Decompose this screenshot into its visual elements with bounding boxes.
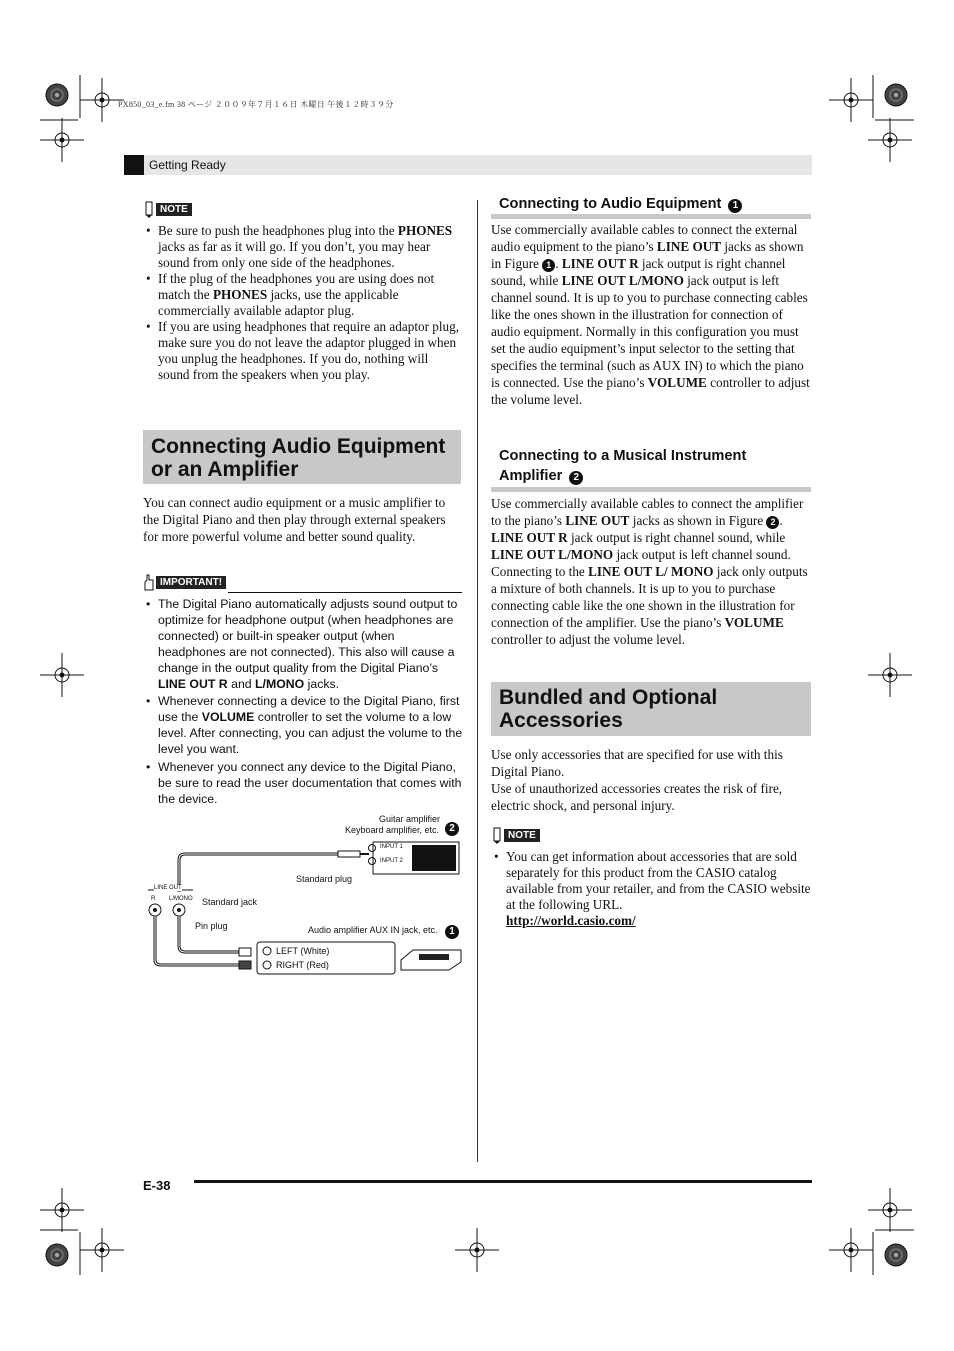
list-item: • Whenever you connect any device to the Digital Piano, be sure to read the user documentation that comes with the device. xyxy=(143,760,463,808)
casio-url-link[interactable]: http://world.casio.com/ xyxy=(506,913,636,928)
list-item: • If you are using headphones that require an adaptor plug, make sure you do not leave the adaptor plugged in when you unplug the headphones. If you do, nothing will sound from the speakers when you play. xyxy=(143,319,463,383)
heading-rule xyxy=(491,214,811,219)
intro-paragraph: You can connect audio equipment or a music amplifier to the Digital Piano and then play through external speakers for more powerful volume and better sound quality. xyxy=(143,495,446,544)
input2-label: INPUT 2 xyxy=(380,858,403,864)
note-list xyxy=(143,223,463,383)
list-item: • Whenever connecting a device to the Digital Piano, first use the VOLUME controller to set the volume to a low level. After connecting, you can adjust the volume to the level you want. xyxy=(143,694,463,758)
heading-number-2: 2 xyxy=(569,471,583,485)
pin-plug-label: Pin plug xyxy=(195,921,228,931)
connection-diagram: Guitar amplifier Keyboard amplifier, etc. 2 INPUT 1 INPUT 2 Standard plug LINE OUT R L/MONO Standard jack Pin plug Audio amplifier AUX IN jack, etc. 1 LEFT (White) RIGHT (Red) xyxy=(143,812,463,982)
r-label: R xyxy=(151,896,156,902)
right-red-label: RIGHT (Red) xyxy=(276,960,329,970)
section-heading-audio: Connecting Audio Equipment or an Amplifier xyxy=(143,430,461,484)
note-badge xyxy=(143,201,192,218)
left-white-label: LEFT (White) xyxy=(276,946,330,956)
standard-plug-label: Standard plug xyxy=(296,874,353,884)
header-block xyxy=(124,155,144,175)
heading-connecting-amplifier: Connecting to a Musical Instrument Amplifier 2 xyxy=(499,448,747,484)
note-label: NOTE xyxy=(156,203,192,216)
list-item: • You can get information about accessories that are sold separately for this product from the CASIO catalog available from your retailer, and from the CASIO website at the following URL. http://world.casio.com/ xyxy=(491,849,811,929)
figure-number-1: 1 xyxy=(445,925,459,939)
file-header: PX850_03_e.fm 38 ページ ２００９年７月１６日 木曜日 午後１２時３９分 xyxy=(118,100,394,109)
note-badge xyxy=(491,827,540,844)
hand-warning-icon xyxy=(143,574,155,591)
standard-jack-label: Standard jack xyxy=(202,897,258,907)
column-divider xyxy=(477,200,478,1162)
important-list xyxy=(143,597,463,808)
input1-label: INPUT 1 xyxy=(380,844,403,850)
accessories-paragraph: Use only accessories that are specified for use with this Digital Piano. Use of unauthorized accessories creates the risk of fire, electric shock, and personal injury. xyxy=(491,747,783,813)
important-label: IMPORTANT! xyxy=(156,576,226,589)
footer-rule xyxy=(194,1180,812,1183)
list-item: • The Digital Piano automatically adjusts sound output to optimize for headphone output (when headphones are connected) or built-in speaker output (when headphones are not connected). This also will cause a change in the output quality from the Digital Piano’s LINE OUT R and L/MONO jacks. xyxy=(143,597,463,692)
audio-amp-label: Audio amplifier AUX IN jack, etc. xyxy=(308,925,438,935)
list-item: • If the plug of the headphones you are using does not match the PHONES jacks, use the applicable commercially available adaptor plug. xyxy=(143,271,463,319)
heading-connecting-audio: Connecting to Audio Equipment 1 xyxy=(499,194,742,214)
note-label: NOTE xyxy=(504,829,540,842)
pencil-note-icon xyxy=(491,827,503,844)
guitar-amp-label: Guitar amplifier xyxy=(379,814,441,824)
running-header xyxy=(124,155,812,175)
inline-number-1: 1 xyxy=(542,259,555,272)
pencil-note-icon xyxy=(143,201,155,218)
running-header-title: Getting Ready xyxy=(149,158,226,172)
accessories-note-list xyxy=(491,849,811,929)
inline-number-2: 2 xyxy=(766,516,779,529)
important-rule xyxy=(228,592,462,593)
page-number: E-38 xyxy=(143,1178,171,1193)
l-mono-label: L/MONO xyxy=(169,896,193,902)
line-out-label: LINE OUT xyxy=(154,885,182,891)
heading-rule xyxy=(491,487,811,492)
important-badge xyxy=(143,574,226,591)
list-item: • Be sure to push the headphones plug into the PHONES jacks as far as it will go. If you don’t, you may hear sound from only one side of the headphones. xyxy=(143,223,463,271)
audio-paragraph: Use commercially available cables to connect the external audio equipment to the piano’s LINE OUT jacks as shown in Figure 1 . LINE OUT R jack output is right channel sound, while LINE OUT L/MONO jack output is left channel sound. It is up to you to purchase connecting cables like the ones shown in the illustration for connection of audio equipment. Normally in this configuration you must set the audio equipment’s input selector to the setting that specifies the terminal (such as AUX IN) to which the piano is connected. Use the piano’s VOLUME controller to adjust the volume level. xyxy=(491,222,810,407)
figure-number-2: 2 xyxy=(445,822,459,836)
section-heading-accessories: Bundled and Optional Accessories xyxy=(491,682,811,736)
amplifier-paragraph: Use commercially available cables to connect the amplifier to the piano’s LINE OUT jacks as shown in Figure 2 . LINE OUT R jack output is right channel sound, while LINE OUT L/MONO jack output is left channel sound. Connecting to the LINE OUT L/ MONO jack only outputs a mixture of both channels. It is up to you to purchase connecting cable like the one shown in the illustration for connection of the amplifier. Use the piano’s VOLUME controller to adjust the volume level. xyxy=(491,496,808,647)
heading-number-1: 1 xyxy=(728,199,742,213)
